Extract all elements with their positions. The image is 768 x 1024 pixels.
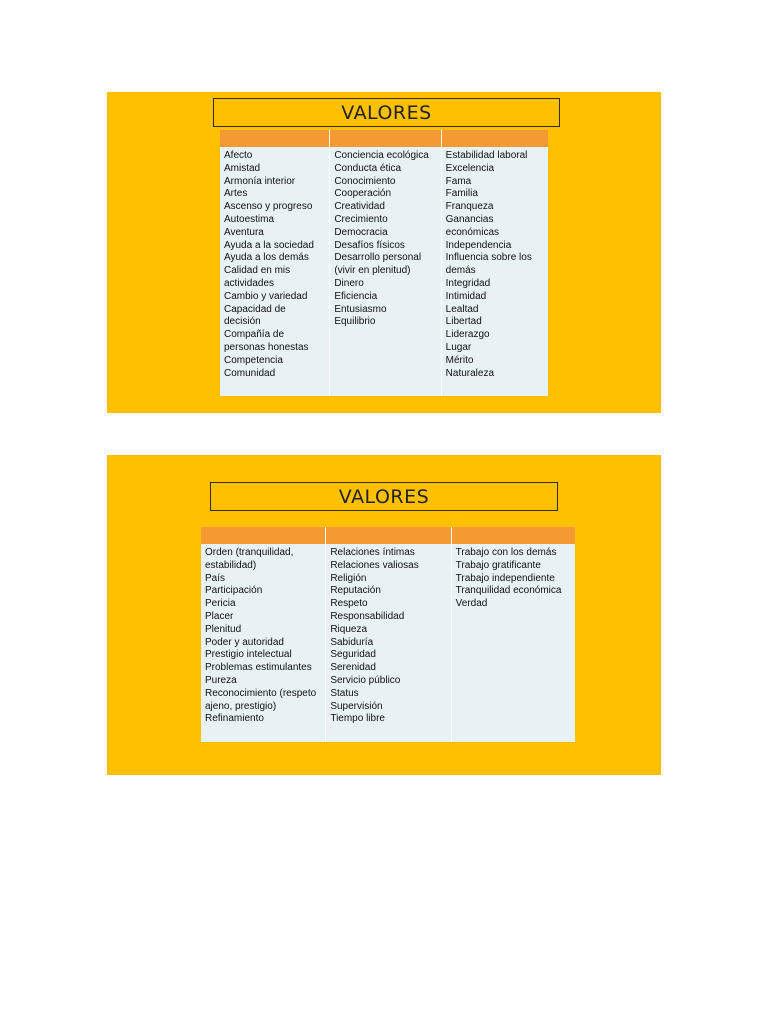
values-table	[201, 527, 575, 742]
value-item: Tiempo libre	[330, 713, 385, 725]
values-column	[325, 527, 450, 742]
value-item: Lealtad	[445, 303, 479, 315]
value-item: Lugar	[445, 341, 472, 353]
value-item: Relaciones valiosas	[330, 559, 419, 571]
value-item: Trabajo con los demás	[455, 547, 557, 558]
value-item: Ayuda a los demás	[224, 252, 309, 264]
value-item: Comunidad	[224, 367, 276, 379]
value-item: Ganancias económicas	[445, 213, 500, 238]
values-column	[329, 130, 440, 396]
value-item: Relaciones íntimas	[330, 547, 415, 558]
value-item: Naturaleza	[445, 367, 495, 379]
value-item: Estabilidad laboral	[445, 150, 528, 161]
value-item: Responsabilidad	[330, 610, 405, 622]
values-column	[220, 130, 329, 396]
value-item: Servicio público	[330, 674, 401, 686]
value-item: Desafíos físicos	[334, 239, 405, 251]
column-header	[201, 527, 325, 544]
value-item: Tranquilidad económica	[455, 585, 562, 597]
slide-1	[107, 92, 661, 413]
column-header	[326, 527, 450, 544]
slide-title: VALORES	[210, 482, 558, 511]
value-item: Armonía interior	[224, 175, 296, 187]
value-item: Pericia	[205, 598, 236, 610]
value-item: Trabajo independiente	[455, 572, 555, 584]
value-item: Ayuda a la sociedad	[224, 239, 314, 251]
value-item: Familia	[445, 188, 478, 200]
value-item: Supervisión	[330, 700, 383, 712]
value-item: Problemas estimulantes	[205, 662, 312, 674]
values-column	[201, 527, 325, 742]
value-item: Desarrollo personal (vivir en plenitud)	[334, 252, 422, 277]
value-item: Pureza	[205, 674, 237, 686]
column-body	[330, 147, 440, 329]
values-column	[441, 130, 548, 396]
value-item: Reconocimiento (respeto ajeno, prestigio)	[205, 687, 317, 712]
value-item: Integridad	[445, 277, 491, 289]
slide-title: VALORES	[213, 98, 560, 127]
value-item: Liderazgo	[445, 329, 490, 341]
value-item: Placer	[205, 610, 234, 622]
value-item: Artes	[224, 188, 248, 200]
value-item: Competencia	[224, 354, 283, 366]
column-header	[452, 527, 575, 544]
value-item: Religión	[330, 572, 367, 584]
value-item: Refinamiento	[205, 713, 264, 725]
value-item: País	[205, 572, 226, 584]
value-item: Ascenso y progreso	[224, 201, 313, 213]
value-item: Trabajo gratificante	[455, 559, 541, 571]
column-header	[442, 130, 548, 147]
column-body	[220, 147, 329, 380]
value-item: Serenidad	[330, 662, 376, 674]
value-item: Riqueza	[330, 623, 368, 635]
value-item: Dinero	[334, 277, 364, 289]
value-item: Cambio y variedad	[224, 290, 308, 302]
column-header	[330, 130, 440, 147]
value-item: Fama	[445, 175, 472, 187]
column-body	[201, 544, 325, 726]
value-item: Conciencia ecológica	[334, 150, 429, 161]
value-item: Libertad	[445, 316, 482, 328]
value-item: Prestigio intelectual	[205, 649, 292, 661]
value-item: Status	[330, 687, 359, 699]
value-item: Reputación	[330, 585, 381, 597]
value-item: Intimidad	[445, 290, 487, 302]
value-item: Poder y autoridad	[205, 636, 284, 648]
value-item: Conocimiento	[334, 175, 396, 187]
value-item: Calidad en mis actividades	[224, 265, 291, 289]
value-item: Seguridad	[330, 649, 376, 661]
value-item: Democracia	[334, 226, 388, 238]
value-item: Afecto	[224, 150, 253, 161]
value-item: Equilibrio	[334, 316, 376, 328]
value-item: Sabiduría	[330, 636, 374, 648]
value-item: Crecimiento	[334, 213, 388, 225]
value-item: Mérito	[445, 354, 474, 366]
value-item: Autoestima	[224, 213, 275, 225]
value-item: Conducta ética	[334, 162, 402, 174]
slide-2	[107, 455, 661, 775]
values-column	[451, 527, 575, 742]
value-item: Capacidad de decisión	[224, 303, 286, 328]
value-item: Entusiasmo	[334, 303, 387, 315]
value-item: Plenitud	[205, 623, 242, 635]
value-item: Excelencia	[445, 162, 495, 174]
value-item: Franqueza	[445, 201, 494, 213]
value-item: Cooperación	[334, 188, 392, 200]
value-item: Participación	[205, 585, 263, 597]
value-item: Influencia sobre los demás	[445, 252, 532, 277]
value-item: Respeto	[330, 598, 368, 610]
value-item: Orden (tranquilidad, estabilidad)	[205, 547, 294, 571]
values-table	[220, 130, 548, 396]
column-header	[220, 130, 329, 147]
column-body	[442, 147, 548, 380]
value-item: Compañía de personas honestas	[224, 329, 309, 353]
column-body	[326, 544, 450, 726]
value-item: Amistad	[224, 162, 261, 174]
value-item: Verdad	[455, 598, 488, 610]
value-item: Eficiencia	[334, 290, 378, 302]
value-item: Creatividad	[334, 201, 385, 213]
value-item: Independencia	[445, 239, 512, 251]
column-body	[452, 544, 575, 611]
value-item: Aventura	[224, 226, 264, 238]
